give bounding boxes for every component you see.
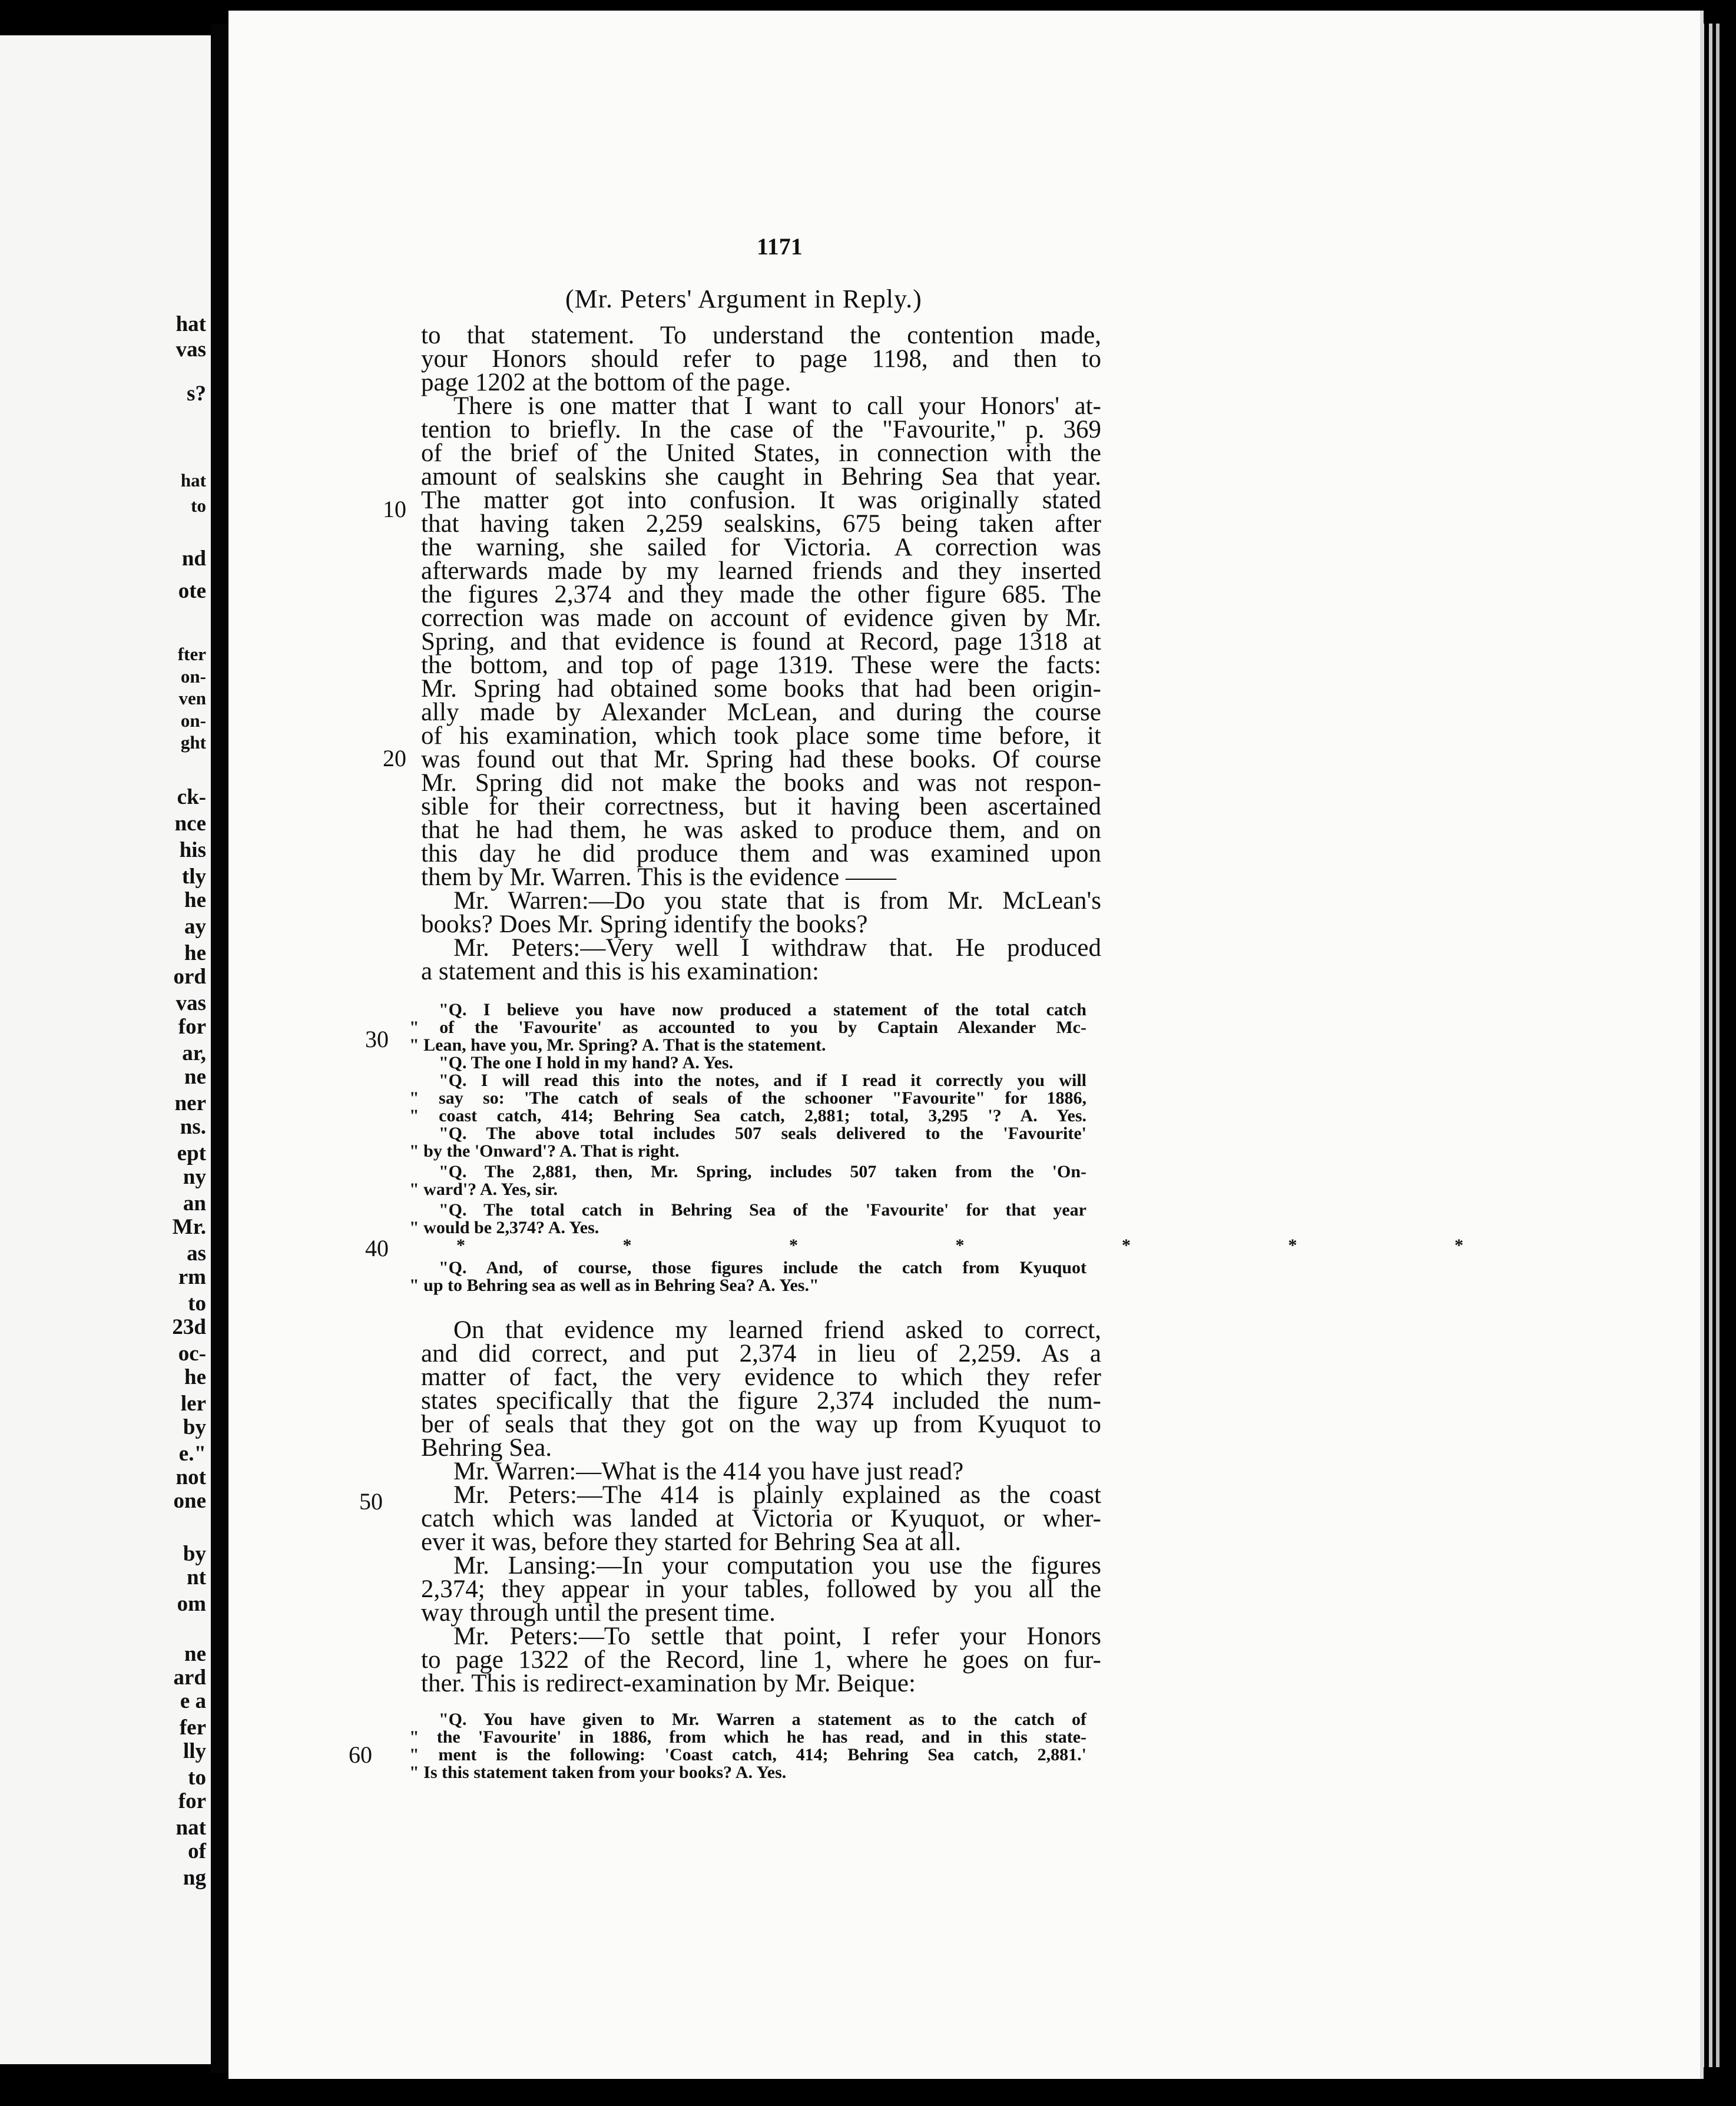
text-line: afterwards made by my learned friends and they inserted [421, 557, 1101, 585]
text-line: states specifically that the figure 2,374 included the num- [421, 1387, 1101, 1415]
running-header: (Mr. Peters' Argument in Reply.) [565, 284, 922, 313]
facing-page-text: ny [183, 1165, 206, 1189]
facing-page-text: om [177, 1592, 206, 1616]
text-line: way through until the present time. [421, 1599, 776, 1627]
text-line: books? Does Mr. Spring identify the books? [421, 910, 868, 938]
page-edge [1709, 24, 1712, 2067]
text-line: ther. This is redirect-examination by Mr. Beique: [421, 1670, 916, 1697]
facing-page-text: e." [178, 1442, 206, 1466]
text-line: of his examination, which took place some time before, it [421, 722, 1101, 750]
facing-page-text: not [175, 1465, 206, 1489]
text-line: that he had them, he was asked to produce them, and on [421, 816, 1101, 844]
facing-page-text: to [191, 495, 206, 516]
text-line: Mr. Warren:—What is the 414 you have just read? [453, 1458, 964, 1485]
facing-page-text: ght [180, 732, 206, 753]
text-line: Behring Sea. [421, 1434, 552, 1462]
page-edge [1701, 24, 1704, 2067]
facing-page-text: ord [173, 965, 206, 989]
facing-page-text: hat [175, 312, 206, 336]
text-line: the bottom, and top of page 1319. These were the facts: [421, 651, 1101, 679]
text-line: ally made by Alexander McLean, and during the course [421, 698, 1101, 726]
text-line: sible for their correctness, but it having been ascertained [421, 793, 1101, 820]
facing-page-text: to [188, 1292, 206, 1316]
text-line: Mr. Peters:—Very well I withdraw that. He produced [453, 934, 1101, 962]
facing-page-text: e a [180, 1689, 206, 1713]
text-line: this day he did produce them and was examined upon [421, 840, 1101, 867]
text-line: Spring, and that evidence is found at Record, page 1318 at [421, 628, 1101, 655]
text-line: On that evidence my learned friend asked to correct, [453, 1316, 1101, 1344]
facing-page-text: nt [187, 1565, 206, 1590]
text-line: to page 1322 of the Record, line 1, where he goes on fur- [421, 1646, 1101, 1674]
facing-page-text: ck- [177, 785, 206, 809]
facing-page-text: nat [175, 1816, 206, 1840]
text-line: your Honors should refer to page 1198, and then to [421, 345, 1101, 373]
facing-page-text: by [183, 1415, 206, 1439]
testimony-quote-line: "Q. I will read this into the notes, and if I read it correctly you will [439, 1071, 1086, 1090]
text-line: of the brief of the United States, in connection with the [421, 439, 1101, 467]
facing-page-text: ept [177, 1141, 206, 1165]
testimony-quote-line: " say so: 'The catch of seals of the schooner "Favourite" for 1886, [409, 1088, 1086, 1108]
facing-page-text: ven [178, 688, 206, 708]
facing-page-text: 23d [172, 1315, 206, 1339]
testimony-quote-line: " Is this statement taken from your books? A. Yes. [409, 1763, 787, 1782]
text-line: The matter got into confusion. It was originally stated [421, 486, 1101, 514]
facing-page-text: ard [173, 1665, 206, 1690]
text-line: was found out that Mr. Spring had these books. Of course [421, 746, 1101, 773]
text-line: that having taken 2,259 sealskins, 675 being taken after [421, 510, 1101, 538]
facing-page-text: his [179, 838, 206, 862]
text-line: matter of fact, the very evidence to which they refer [421, 1363, 1101, 1391]
facing-page-text: ar, [182, 1041, 206, 1065]
text-line: to that statement. To understand the contention made, [421, 322, 1101, 349]
margin-line-number: 40 [365, 1235, 389, 1261]
text-line: amount of sealskins she caught in Behring Sea that year. [421, 463, 1101, 491]
text-line: page 1202 at the bottom of the page. [421, 369, 791, 396]
facing-page-text: fer [179, 1716, 206, 1740]
page-edge [1716, 24, 1720, 2067]
text-line: Mr. Spring did not make the books and was not respon- [421, 769, 1101, 797]
facing-page-text: ote [178, 579, 206, 603]
facing-page-text: ng [183, 1866, 206, 1890]
text-line: tention to briefly. In the case of the "Favourite," p. 369 [421, 416, 1101, 443]
text-line: Mr. Warren:—Do you state that is from Mr. McLean's [453, 887, 1101, 915]
text-line: correction was made on account of evidence given by Mr. [421, 604, 1101, 632]
facing-page-text: as [187, 1241, 206, 1266]
facing-page-text: tly [181, 865, 206, 889]
testimony-quote-line: " ward'? A. Yes, sir. [409, 1180, 558, 1199]
text-line: the figures 2,374 and they made the other figure 685. The [421, 581, 1101, 608]
facing-page-text: ay [184, 915, 206, 939]
text-line: catch which was landed at Victoria or Kyuquot, or wher- [421, 1505, 1101, 1532]
facing-page-text: nce [174, 812, 206, 836]
book-gutter [211, 24, 228, 2073]
facing-page-text: Mr. [172, 1215, 206, 1239]
testimony-quote-line: " coast catch, 414; Behring Sea catch, 2,881; total, 3,295 '? A. Yes. [409, 1106, 1086, 1125]
facing-page-text: on- [180, 710, 206, 731]
facing-page-text: ne [184, 1065, 206, 1089]
facing-page-text: he [184, 941, 206, 965]
testimony-quote-line: "Q. The total catch in Behring Sea of the 'Favourite' for that year [439, 1200, 1086, 1220]
text-line: ber of seals that they got on the way up from Kyuquot to [421, 1410, 1101, 1438]
facing-page-text: vas [175, 991, 206, 1015]
text-line: 2,374; they appear in your tables, followed by you all the [421, 1575, 1101, 1603]
testimony-quote-line: "Q. I believe you have now produced a statement of the total catch [439, 1000, 1086, 1019]
facing-page-text: rm [178, 1265, 206, 1289]
facing-page-text: he [184, 1365, 206, 1389]
facing-page-text: ne [184, 1642, 206, 1666]
testimony-quote-line: "Q. The above total includes 507 seals delivered to the 'Favourite' [439, 1124, 1086, 1143]
facing-page-text: to [188, 1766, 206, 1790]
facing-page-text: for [178, 1015, 206, 1039]
testimony-quote-line: * * * * * * * [456, 1236, 1540, 1255]
testimony-quote-line: " ment is the following: 'Coast catch, 414; Behring Sea catch, 2,881.' [409, 1745, 1086, 1764]
margin-line-number: 60 [349, 1741, 372, 1768]
text-line: ever it was, before they started for Behring Sea at all. [421, 1528, 961, 1556]
margin-line-number: 20 [383, 745, 406, 771]
text-line: and did correct, and put 2,374 in lieu of 2,259. As a [421, 1340, 1101, 1367]
testimony-quote-line: " of the 'Favourite' as accounted to you by Captain Alexander Mc- [409, 1018, 1086, 1037]
facing-page-text: oc- [178, 1342, 206, 1366]
page-number: 1171 [757, 233, 803, 260]
text-line: Mr. Lansing:—In your computation you use the figures [453, 1552, 1101, 1580]
facing-page-text: ner [174, 1091, 206, 1115]
facing-page-text: s? [187, 382, 206, 406]
testimony-quote-line: "Q. And, of course, those figures include the catch from Kyuquot [439, 1258, 1086, 1277]
facing-page-text: on- [180, 666, 206, 687]
facing-page-text: an [183, 1191, 206, 1216]
facing-page-text: ler [180, 1392, 206, 1416]
text-line: Mr. Spring had obtained some books that had been origin- [421, 675, 1101, 703]
testimony-quote-line: "Q. The 2,881, then, Mr. Spring, includes 507 taken from the 'On- [439, 1162, 1086, 1181]
testimony-quote-line: "Q. You have given to Mr. Warren a statement as to the catch of [439, 1710, 1086, 1729]
margin-line-number: 30 [365, 1026, 389, 1052]
testimony-quote-line: "Q. The one I hold in my hand? A. Yes. [439, 1053, 734, 1072]
facing-page-text: nd [181, 547, 206, 571]
facing-page-text: for [178, 1789, 206, 1813]
facing-page-text: lly [183, 1739, 206, 1763]
facing-page-text: ns. [180, 1115, 206, 1139]
text-line: a statement and this is his examination: [421, 958, 819, 985]
facing-page-text: hat [180, 470, 206, 491]
facing-page-text: of [188, 1839, 206, 1863]
text-line: Mr. Peters:—The 414 is plainly explained as the coast [453, 1481, 1101, 1509]
facing-page-fragment [0, 35, 211, 2064]
text-line: them by Mr. Warren. This is the evidence —— [421, 863, 897, 891]
facing-page-text: fter [177, 644, 206, 664]
testimony-quote-line: " would be 2,374? A. Yes. [409, 1218, 599, 1237]
facing-page-text: vas [175, 337, 206, 362]
facing-page-text: one [173, 1489, 206, 1513]
facing-page-text: by [183, 1542, 206, 1566]
testimony-quote-line: " the 'Favourite' in 1886, from which he has read, and in this state- [409, 1727, 1086, 1747]
text-line: the warning, she sailed for Victoria. A correction was [421, 534, 1101, 561]
margin-line-number: 50 [359, 1488, 383, 1515]
margin-line-number: 10 [383, 496, 406, 522]
testimony-quote-line: " up to Behring sea as well as in Behring Sea? A. Yes." [409, 1276, 819, 1295]
text-line: Mr. Peters:—To settle that point, I refer your Honors [453, 1622, 1101, 1650]
testimony-quote-line: " by the 'Onward'? A. That is right. [409, 1141, 680, 1161]
facing-page-text: he [184, 888, 206, 912]
testimony-quote-line: " Lean, have you, Mr. Spring? A. That is the statement. [409, 1035, 826, 1055]
text-line: There is one matter that I want to call your Honors' at- [453, 392, 1101, 420]
